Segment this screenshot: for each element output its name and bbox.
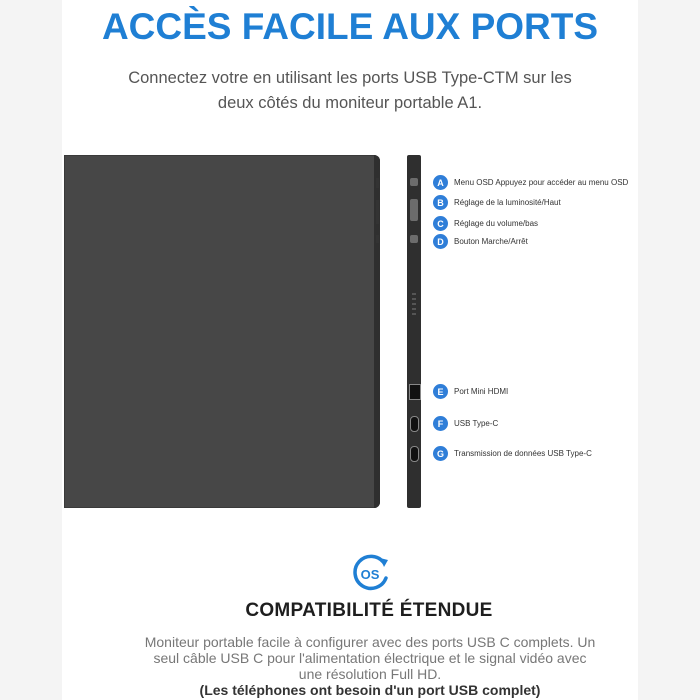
port-label-text: Réglage du volume/bas xyxy=(454,219,539,228)
port-label-text: USB Type-C xyxy=(454,419,499,428)
port-label-text: Menu OSD Appuyez pour accéder au menu OSD xyxy=(454,178,629,187)
vent xyxy=(412,293,416,295)
page-subtitle: Connectez votre en utilisant les ports USB Type-CTM sur les deux côtés du moniteur portable A1. xyxy=(128,69,572,112)
port-label-b xyxy=(433,195,561,210)
front-button-a xyxy=(376,178,379,188)
port-label-f xyxy=(433,416,498,431)
port-badge: B xyxy=(433,195,448,210)
port-label-text: Bouton Marche/Arrêt xyxy=(454,237,528,246)
side-button-d xyxy=(410,235,418,243)
compat-title: COMPATIBILITÉ ÉTENDUE xyxy=(245,600,493,621)
front-button-bc xyxy=(376,200,379,224)
port-badge: C xyxy=(433,216,448,231)
side-button-a xyxy=(410,178,418,186)
usb-c-data-port xyxy=(410,446,419,462)
port-label-text: Port Mini HDMI xyxy=(454,387,509,396)
port-label-e xyxy=(433,384,508,399)
vent xyxy=(412,298,416,300)
port-badge: D xyxy=(433,234,448,249)
port-label-c xyxy=(433,216,538,231)
port-badge: E xyxy=(433,384,448,399)
port-label-text: Réglage de la luminosité/Haut xyxy=(454,198,561,207)
monitor-front-image xyxy=(64,155,380,508)
monitor-side-image xyxy=(407,155,421,508)
front-button-d xyxy=(376,235,379,243)
port-badge: G xyxy=(433,446,448,461)
page-title: ACCÈS FACILE AUX PORTS xyxy=(101,6,599,47)
vent xyxy=(412,313,416,315)
os-icon-text: OS xyxy=(360,567,380,582)
port-label-g xyxy=(433,446,592,461)
usb-c-port xyxy=(410,416,419,432)
vent xyxy=(412,303,416,305)
compat-note: (Les téléphones ont besoin d'un port USB complet) xyxy=(199,682,541,698)
side-button-bc xyxy=(410,199,418,221)
vent xyxy=(412,308,416,310)
port-badge: A xyxy=(433,175,448,190)
port-badge: F xyxy=(433,416,448,431)
port-label-d xyxy=(433,234,528,249)
compat-body: Moniteur portable facile à configurer avec des ports USB C complets. Un seul câble USB C pour l'alimentation électrique et le signal vidéo avec une résolution Full HD. xyxy=(144,634,596,682)
port-label-text: Transmission de données USB Type-C xyxy=(454,449,592,458)
mini-hdmi-port xyxy=(409,384,421,400)
port-label-a xyxy=(433,175,628,190)
os-compat-icon xyxy=(349,553,391,595)
